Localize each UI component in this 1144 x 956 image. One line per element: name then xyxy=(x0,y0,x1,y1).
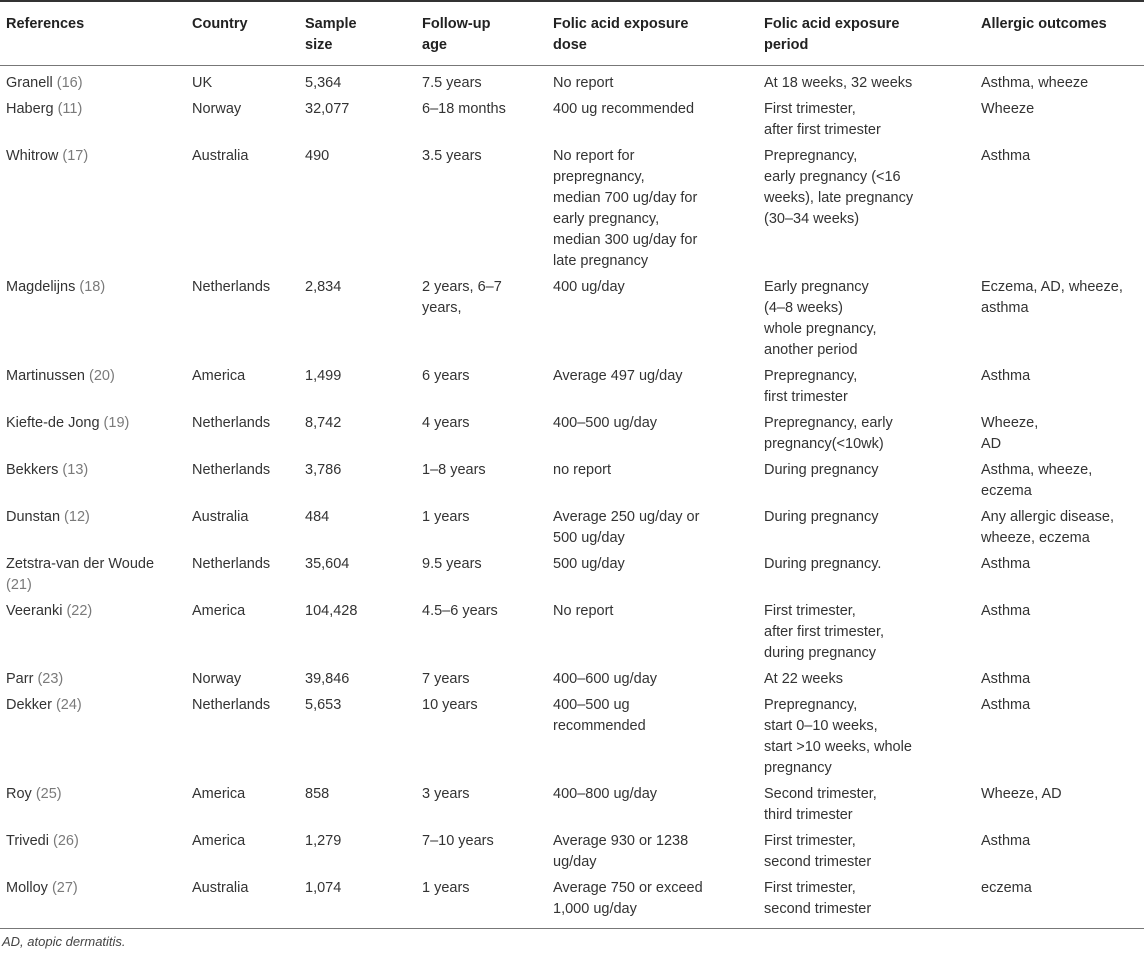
cell-sample-size: 104,428 xyxy=(305,603,358,619)
cell-period xyxy=(758,598,975,666)
table-row xyxy=(0,274,1144,363)
cell-text-line: during pregnancy xyxy=(764,645,877,661)
cell-text-line: (30–34 weeks) xyxy=(764,211,860,227)
table-row xyxy=(0,875,1144,929)
cell-outcomes xyxy=(975,274,1144,363)
cell-text-line: Prepregnancy, xyxy=(764,697,858,713)
cell-follow-up-age: 3.5 years xyxy=(422,148,482,164)
cell-outcomes xyxy=(975,828,1144,875)
table-row xyxy=(0,781,1144,828)
cell-text-line: Wheeze, AD xyxy=(981,786,1062,802)
cell-dose xyxy=(547,66,758,97)
cell-text-line: At 18 weeks, 32 weeks xyxy=(764,75,913,91)
header-country xyxy=(186,1,299,66)
cell-follow-up-age: 4 years xyxy=(422,415,470,431)
cell-period xyxy=(758,96,975,143)
cell-sample-size: 8,742 xyxy=(305,415,342,431)
table-row xyxy=(0,363,1144,410)
cell-text-line: Any allergic disease, xyxy=(981,509,1114,525)
citation-number: (22) xyxy=(66,603,93,619)
cell-outcomes xyxy=(975,875,1144,929)
cell-outcomes xyxy=(975,410,1144,457)
citation-number: (18) xyxy=(79,279,106,295)
cell-text-line: first trimester xyxy=(764,389,848,405)
cell-dose xyxy=(547,96,758,143)
cell-outcomes xyxy=(975,666,1144,692)
cell-period xyxy=(758,828,975,875)
cell-country: UK xyxy=(192,75,213,91)
cell-text-line: wheeze, eczema xyxy=(981,530,1090,546)
header-follow-up-age xyxy=(416,1,547,66)
cell-outcomes xyxy=(975,504,1144,551)
author-name: Dekker xyxy=(6,697,52,713)
cell-sample-size: 1,499 xyxy=(305,368,342,384)
cell-text-line: 400 ug/day xyxy=(553,279,625,295)
cell-period xyxy=(758,666,975,692)
cell-dose xyxy=(547,551,758,598)
table-row xyxy=(0,828,1144,875)
author-name: Zetstra-van der Woude xyxy=(6,556,155,572)
cell-text-line: another period xyxy=(764,342,858,358)
cell-period xyxy=(758,410,975,457)
cell-text-line: Asthma xyxy=(981,368,1031,384)
cell-sample-size: 3,786 xyxy=(305,462,342,478)
cell-follow-up-age: 4.5–6 years xyxy=(422,603,498,619)
cell-period xyxy=(758,504,975,551)
cell-text-line: pregnancy(<10wk) xyxy=(764,436,884,452)
cell-text-line: late pregnancy xyxy=(553,253,649,269)
cell-text-line: Asthma xyxy=(981,556,1031,572)
cell-text-line: At 22 weeks xyxy=(764,671,843,687)
header-text-line: Allergic outcomes xyxy=(981,16,1107,32)
cell-country: Netherlands xyxy=(192,462,271,478)
cell-follow-up-age: 6 years xyxy=(422,368,470,384)
cell-text-line: Asthma, wheeze, xyxy=(981,462,1093,478)
cell-sample-size: 5,364 xyxy=(305,75,342,91)
cell-sample-size: 35,604 xyxy=(305,556,350,572)
cell-outcomes xyxy=(975,598,1144,666)
citation-number: (12) xyxy=(64,509,90,525)
cell-sample-size: 1,279 xyxy=(305,833,342,849)
cell-text-line: 400–600 ug/day xyxy=(553,671,658,687)
cell-text-line: 500 ug/day xyxy=(553,530,625,546)
cell-text-line: ug/day xyxy=(553,854,597,870)
cell-text-line: median 300 ug/day for xyxy=(553,232,698,248)
cell-dose xyxy=(547,143,758,274)
cell-text-line: whole pregnancy, xyxy=(764,321,877,337)
cell-reference xyxy=(0,410,186,457)
cell-reference xyxy=(0,457,186,504)
cell-reference xyxy=(0,781,186,828)
cell-text-line: Prepregnancy, xyxy=(764,148,858,164)
cell-follow-up-age: 7.5 years xyxy=(422,75,482,91)
table-body xyxy=(0,66,1144,929)
cell-dose xyxy=(547,692,758,781)
cell-text-line: median 700 ug/day for xyxy=(553,190,698,206)
cell-text-line: Wheeze, xyxy=(981,415,1039,431)
cell-dose xyxy=(547,457,758,504)
header-text-line: Sample xyxy=(305,16,357,32)
table-row xyxy=(0,666,1144,692)
cell-dose xyxy=(547,875,758,929)
cell-text-line: eczema xyxy=(981,880,1032,896)
cell-reference xyxy=(0,96,186,143)
cell-text-line: start >10 weeks, whole xyxy=(764,739,912,755)
author-name: Magdelijns xyxy=(6,279,76,295)
table-row xyxy=(0,66,1144,97)
cell-period xyxy=(758,66,975,97)
cell-dose xyxy=(547,828,758,875)
cell-text-line: First trimester, xyxy=(764,603,856,619)
cell-reference xyxy=(0,666,186,692)
header-text-line: size xyxy=(305,37,333,53)
cell-text-line: eczema xyxy=(981,483,1032,499)
citation-number: (26) xyxy=(53,833,79,849)
table-row xyxy=(0,410,1144,457)
cell-text-line: (4–8 weeks) xyxy=(764,300,843,316)
cell-text-line: During pregnancy. xyxy=(764,556,882,572)
cell-follow-up-age: 10 years xyxy=(422,697,478,713)
cell-period xyxy=(758,143,975,274)
cell-text-line: start 0–10 weeks, xyxy=(764,718,878,734)
cell-sample-size: 490 xyxy=(305,148,330,164)
cell-text-line: Average 930 or 1238 xyxy=(553,833,689,849)
author-name: Granell xyxy=(6,75,53,91)
cell-text-line: Average 497 ug/day xyxy=(553,368,683,384)
author-name: Molloy xyxy=(6,880,48,896)
cell-reference xyxy=(0,274,186,363)
header-text-line: Folic acid exposure xyxy=(764,16,900,32)
cell-outcomes xyxy=(975,551,1144,598)
cell-dose xyxy=(547,598,758,666)
citation-number: (11) xyxy=(57,101,83,117)
table-row xyxy=(0,598,1144,666)
cell-text-line: weeks), late pregnancy xyxy=(764,190,914,206)
author-name: Whitrow xyxy=(6,148,59,164)
header-text-line: dose xyxy=(553,37,587,53)
header-sample-size xyxy=(299,1,416,66)
header-text-line: Folic acid exposure xyxy=(553,16,689,32)
cell-country: America xyxy=(192,833,246,849)
header-text-line: Follow-up xyxy=(422,16,491,32)
cell-dose xyxy=(547,274,758,363)
cell-text-line: prepregnancy, xyxy=(553,169,645,185)
cell-outcomes xyxy=(975,363,1144,410)
header-text-line: age xyxy=(422,37,447,53)
cell-text-line: after first trimester, xyxy=(764,624,885,640)
cell-text-line: no report xyxy=(553,462,612,478)
author-name: Kiefte-de Jong xyxy=(6,415,100,431)
cell-follow-up-age: 7 years xyxy=(422,671,470,687)
table-row xyxy=(0,96,1144,143)
cell-text-line: Asthma xyxy=(981,148,1031,164)
header-text-line: References xyxy=(6,16,85,32)
cell-text-line: 400–800 ug/day xyxy=(553,786,658,802)
cell-reference xyxy=(0,363,186,410)
cell-follow-up-age: 1–8 years xyxy=(422,462,486,478)
header-period xyxy=(758,1,975,66)
cell-text-line: pregnancy xyxy=(764,760,832,776)
cell-text-line: Second trimester, xyxy=(764,786,877,802)
citation-number: (20) xyxy=(89,368,115,384)
cell-reference xyxy=(0,66,186,97)
cell-text-line: Asthma xyxy=(981,671,1031,687)
table-header xyxy=(0,1,1144,66)
cell-follow-up-age: 2 years, 6–7 years, xyxy=(422,279,502,316)
cell-text-line: No report xyxy=(553,603,614,619)
cell-country: Netherlands xyxy=(192,556,271,572)
cell-country: America xyxy=(192,786,246,802)
cell-follow-up-age: 6–18 months xyxy=(422,101,506,117)
cell-sample-size: 5,653 xyxy=(305,697,342,713)
cell-text-line: early pregnancy, xyxy=(553,211,660,227)
cell-sample-size: 858 xyxy=(305,786,330,802)
cell-outcomes xyxy=(975,96,1144,143)
cell-text-line: First trimester, xyxy=(764,880,856,896)
cell-sample-size: 484 xyxy=(305,509,330,525)
cell-dose xyxy=(547,363,758,410)
cell-period xyxy=(758,692,975,781)
header-dose xyxy=(547,1,758,66)
cell-period xyxy=(758,363,975,410)
cell-country: Netherlands xyxy=(192,697,271,713)
cell-period xyxy=(758,875,975,929)
cell-text-line: First trimester, xyxy=(764,101,856,117)
cell-text-line: after first trimester xyxy=(764,122,881,138)
author-name: Haberg xyxy=(6,101,54,117)
cell-country: Netherlands xyxy=(192,279,271,295)
cell-period xyxy=(758,551,975,598)
citation-number: (27) xyxy=(51,880,78,896)
cell-follow-up-age: 7–10 years xyxy=(422,833,494,849)
cell-outcomes xyxy=(975,692,1144,781)
cell-dose xyxy=(547,666,758,692)
cell-follow-up-age: 9.5 years xyxy=(422,556,482,572)
cell-sample-size: 39,846 xyxy=(305,671,350,687)
cell-text-line: second trimester xyxy=(764,854,872,870)
table-row xyxy=(0,143,1144,274)
author-name: Dunstan xyxy=(6,509,61,525)
author-name: Parr xyxy=(6,671,34,687)
citation-number: (25) xyxy=(35,786,62,802)
citation-number: (24) xyxy=(55,697,82,713)
cell-text-line: AD xyxy=(981,436,1002,452)
cell-follow-up-age: 1 years xyxy=(422,509,470,525)
cell-country: America xyxy=(192,603,246,619)
cell-sample-size: 1,074 xyxy=(299,875,416,929)
author-name: Trivedi xyxy=(6,833,49,849)
cell-sample-size: 32,077 xyxy=(305,101,350,117)
cell-text-line: Wheeze xyxy=(981,101,1035,117)
citation-number: (13) xyxy=(62,462,89,478)
cell-text-line: 1,000 ug/day xyxy=(553,901,637,917)
cell-outcomes xyxy=(975,781,1144,828)
table-row xyxy=(0,551,1144,598)
cell-dose xyxy=(547,504,758,551)
cell-reference xyxy=(0,828,186,875)
cell-text-line: Average 750 or exceed xyxy=(553,880,703,896)
table-row xyxy=(0,457,1144,504)
header-references xyxy=(0,1,186,66)
cell-text-line: asthma xyxy=(981,300,1029,316)
author-name: Bekkers xyxy=(6,462,59,478)
cell-text-line: No report xyxy=(553,75,614,91)
cell-period xyxy=(758,274,975,363)
cell-reference xyxy=(0,504,186,551)
cell-outcomes xyxy=(975,66,1144,97)
cell-country: America xyxy=(192,368,246,384)
cell-country: Australia xyxy=(192,148,249,164)
cell-country: Norway xyxy=(192,671,242,687)
cell-text-line: Asthma xyxy=(981,603,1031,619)
cell-text-line: Asthma xyxy=(981,697,1031,713)
cell-dose xyxy=(547,781,758,828)
cell-text-line: 500 ug/day xyxy=(553,556,625,572)
cell-reference xyxy=(0,692,186,781)
cell-text-line: 400 ug recommended xyxy=(553,101,695,117)
table-footnote: AD, atopic dermatitis. xyxy=(2,934,126,949)
cell-text-line: During pregnancy xyxy=(764,462,879,478)
cell-text-line: second trimester xyxy=(764,901,872,917)
cell-text-line: recommended xyxy=(553,718,646,734)
author-name: Martinussen xyxy=(6,368,85,384)
cell-text-line: Asthma, wheeze xyxy=(981,75,1089,91)
cell-text-line: 400–500 ug/day xyxy=(553,415,658,431)
cell-period xyxy=(758,781,975,828)
cell-text-line: Asthma xyxy=(981,833,1031,849)
citation-number: (23) xyxy=(37,671,64,687)
citation-number: (19) xyxy=(103,415,130,431)
cell-text-line: No report for xyxy=(553,148,635,164)
cell-outcomes xyxy=(975,457,1144,504)
cell-follow-up-age: 3 years xyxy=(422,786,470,802)
header-outcomes xyxy=(975,1,1144,66)
citation-number: (17) xyxy=(62,148,89,164)
cell-text-line: third trimester xyxy=(764,807,853,823)
cell-dose xyxy=(547,410,758,457)
cell-country: Netherlands xyxy=(192,415,271,431)
cell-text-line: Average 250 ug/day or xyxy=(553,509,700,525)
cell-reference xyxy=(0,875,186,929)
cell-country: Norway xyxy=(192,101,242,117)
cell-outcomes xyxy=(975,143,1144,274)
header-text-line: period xyxy=(764,37,809,53)
cell-follow-up-age: 1 years xyxy=(416,875,547,929)
author-name: Veeranki xyxy=(6,603,63,619)
cell-text-line: First trimester, xyxy=(764,833,856,849)
cell-text-line: During pregnancy xyxy=(764,509,879,525)
cell-text-line: Prepregnancy, early xyxy=(764,415,893,431)
header-row xyxy=(0,1,1144,66)
citation-number: (21) xyxy=(6,577,32,593)
cell-reference xyxy=(0,598,186,666)
cell-country: Australia xyxy=(186,875,299,929)
cell-text-line: 400–500 ug xyxy=(553,697,630,713)
table-row xyxy=(0,504,1144,551)
citation-number: (16) xyxy=(56,75,83,91)
cell-text-line: Prepregnancy, xyxy=(764,368,858,384)
cell-period xyxy=(758,457,975,504)
cell-text-line: early pregnancy (<16 xyxy=(764,169,901,185)
cell-reference xyxy=(0,143,186,274)
cell-reference xyxy=(0,551,186,598)
cell-text-line: Eczema, AD, wheeze, xyxy=(981,279,1123,295)
cell-text-line: Early pregnancy xyxy=(764,279,869,295)
cell-sample-size: 2,834 xyxy=(305,279,342,295)
cell-country: Australia xyxy=(192,509,249,525)
header-text-line: Country xyxy=(192,16,248,32)
author-name: Roy xyxy=(6,786,32,802)
table-row xyxy=(0,692,1144,781)
